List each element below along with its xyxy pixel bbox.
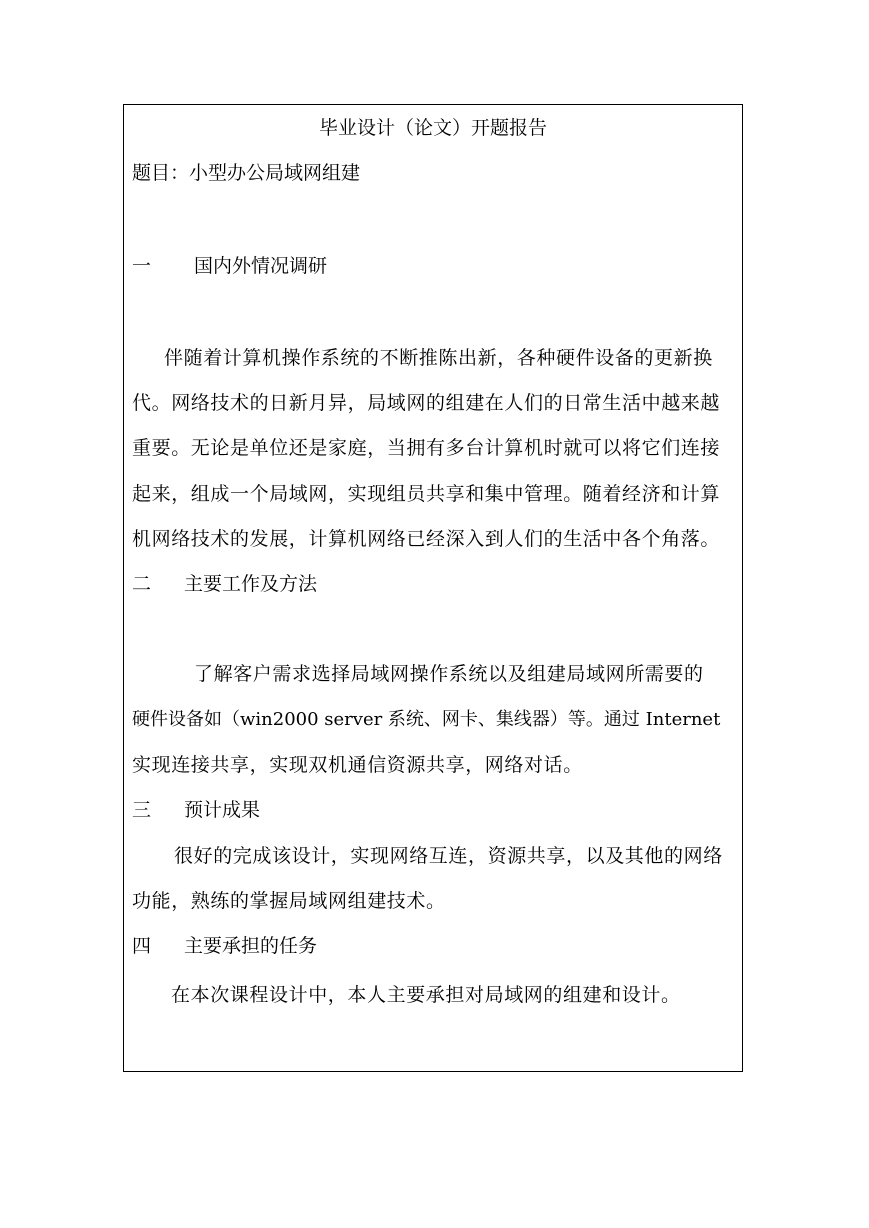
- section-1-line-4: 起来，组成一个局域网，实现组员共享和集中管理。随着经济和计算: [132, 483, 721, 505]
- section-title-2: 主要工作及方法: [184, 573, 318, 595]
- section-heading-2: [132, 572, 738, 596]
- report-topic: 题目：小型办公局域网组建: [132, 162, 361, 184]
- section-number-1: 一: [132, 255, 152, 277]
- section-1-line-3: 重要。无论是单位还是家庭，当拥有多台计算机时就可以将它们连接: [132, 437, 721, 459]
- report-title: 毕业设计（论文）开题报告: [318, 117, 547, 139]
- section-2-line-3: 实现连接共享，实现双机通信资源共享，网络对话。: [132, 754, 583, 776]
- section-1-line-5: 机网络技术的发展，计算机网络已经深入到人们的生活中各个角落。: [132, 528, 721, 550]
- section-heading-1: [132, 254, 738, 278]
- section-heading-4: [132, 934, 738, 958]
- section-number-3: 三: [132, 799, 152, 821]
- section-number-2: 二: [132, 573, 152, 595]
- section-heading-3: [132, 798, 738, 822]
- section-3-line-2: 功能，熟练的掌握局域网组建技术。: [132, 890, 446, 912]
- section-title-1: 国内外情况调研: [194, 255, 328, 277]
- section-title-3: 预计成果: [184, 799, 261, 821]
- section-title-4: 主要承担的任务: [184, 935, 318, 957]
- section-1-line-1: 伴随着计算机操作系统的不断推陈出新，各种硬件设备的更新换: [164, 347, 713, 369]
- section-3-line-1: 很好的完成该设计，实现网络互连，资源共享，以及其他的网络: [174, 845, 723, 867]
- section-2-line-1: 了解客户需求选择局域网操作系统以及组建局域网所需要的: [194, 663, 704, 685]
- section-number-4: 四: [132, 935, 152, 957]
- section-2-line-2: 硬件设备如（win2000 server 系统、网卡、集线器）等。通过 Internet: [132, 709, 721, 730]
- section-4-line-1: 在本次课程设计中，本人主要承担对局域网的组建和设计。: [171, 984, 681, 1006]
- section-1-line-2: 代。网络技术的日新月异，局域网的组建在人们的日常生活中越来越: [132, 392, 721, 414]
